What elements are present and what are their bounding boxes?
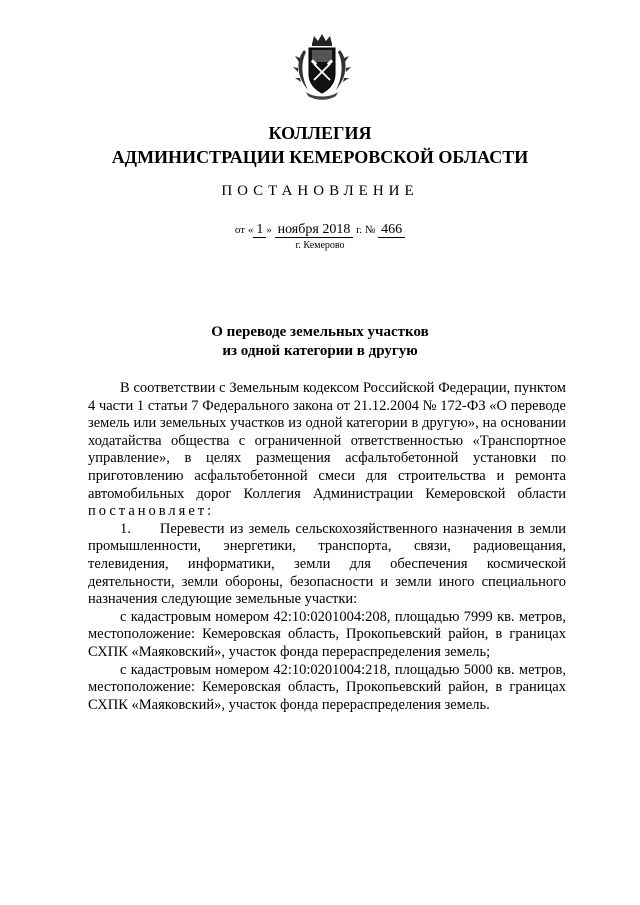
city-name: г. Кемерово xyxy=(295,240,345,251)
date-day: 1 xyxy=(253,222,266,238)
coat-of-arms-emblem xyxy=(292,30,352,102)
date-year: 2018 xyxy=(322,222,351,237)
organization-name-line2: АДМИНИСТРАЦИИ КЕМЕРОВСКОЙ ОБЛАСТИ xyxy=(111,147,529,167)
date-and-number-line xyxy=(0,222,640,238)
preamble-text: В соответствии с Земельным кодексом Российской Федерации, пунктом 4 части 1 статьи 7 Федерального закона от 21.12.2004 № 172-ФЗ «О переводе земель или земельных участков из одной категории в другую», на основании ходатайства общества с ограниченной ответственностью «Транспортное управление», в целях размещения асфальтобетонной установки по приготовлению асфальтобетонной смеси для строительства и ремонта автомобильных дорог Коллегия Администрации Кемеровской области xyxy=(88,380,566,502)
document-body xyxy=(88,380,566,714)
document-subject xyxy=(0,323,640,361)
date-month-year xyxy=(275,222,354,238)
date-mid: » xyxy=(266,224,272,236)
plot-1-paragraph: с кадастровым номером 42:10:0201004:208, площадью 7999 кв. метров, местоположение: Кемеровская область, Прокопьевский район, в границах СХПК «Маяковский», участок фонда перераспределения земель; xyxy=(88,608,566,660)
subject-line2: из одной категории в другую xyxy=(222,343,418,359)
number-label: № xyxy=(364,224,376,236)
subject-line1: О переводе земельных участков xyxy=(211,324,429,340)
plot-2-paragraph: с кадастровым номером 42:10:0201004:218, площадью 5000 кв. метров, местоположение: Кемеровская область, Прокопьевский район, в границах СХПК «Маяковский», участок фонда перераспределения земель. xyxy=(88,661,566,713)
date-month: ноября xyxy=(277,222,319,237)
organization-name-line1: КОЛЛЕГИЯ xyxy=(268,123,372,143)
document-number: 466 xyxy=(378,222,405,238)
resolve-word: постановляет: xyxy=(88,503,215,520)
preamble-paragraph xyxy=(88,380,566,521)
date-year-suffix: г. xyxy=(356,224,363,236)
date-prefix: от « xyxy=(234,224,254,236)
document-type: ПОСТАНОВЛЕНИЕ xyxy=(221,183,419,199)
clause-1: 1. Перевести из земель сельскохозяйственного назначения в земли промышленности, энергетики, транспорта, связи, радиовещания, телевидения, информатики, земли для обеспечения космической деятельности, земли обороны, безопасности и земли иного специального назначения следующие земельные участки: xyxy=(88,520,566,608)
